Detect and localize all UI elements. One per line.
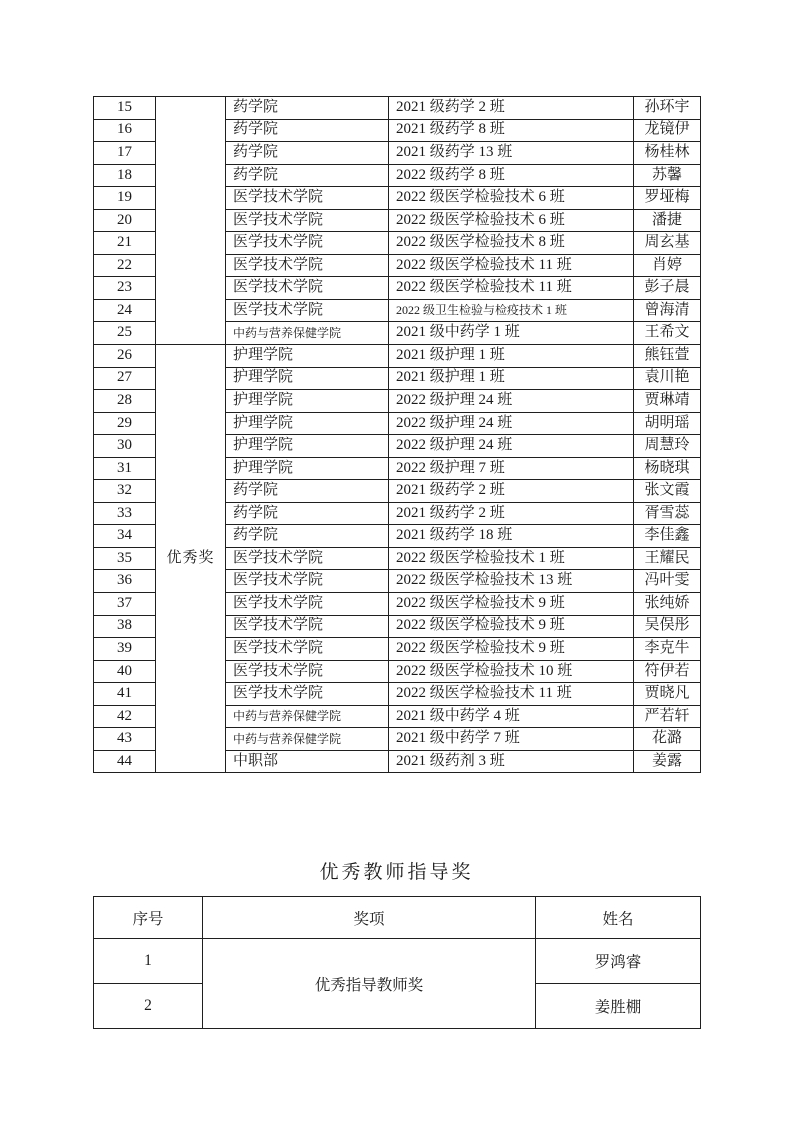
name-cell: 潘捷 bbox=[634, 209, 701, 232]
serial-cell: 22 bbox=[94, 254, 156, 277]
class-cell: 2021 级药学 2 班 bbox=[389, 97, 634, 120]
serial-cell: 27 bbox=[94, 367, 156, 390]
college-cell: 护理学院 bbox=[226, 412, 389, 435]
name-cell: 张文霞 bbox=[634, 480, 701, 503]
class-cell: 2022 级护理 24 班 bbox=[389, 435, 634, 458]
name-cell: 姜胜棚 bbox=[536, 984, 701, 1029]
college-cell: 医学技术学院 bbox=[226, 187, 389, 210]
college-cell: 药学院 bbox=[226, 119, 389, 142]
name-cell: 周玄基 bbox=[634, 232, 701, 255]
serial-cell: 31 bbox=[94, 457, 156, 480]
serial-cell: 39 bbox=[94, 638, 156, 661]
class-cell: 2022 级医学检验技术 11 班 bbox=[389, 254, 634, 277]
class-cell: 2021 级药剂 3 班 bbox=[389, 750, 634, 773]
serial-cell: 18 bbox=[94, 164, 156, 187]
serial-cell: 24 bbox=[94, 299, 156, 322]
college-cell: 医学技术学院 bbox=[226, 209, 389, 232]
serial-cell: 37 bbox=[94, 593, 156, 616]
name-cell: 李佳鑫 bbox=[634, 525, 701, 548]
teacher-table-row bbox=[94, 939, 701, 984]
class-cell: 2021 级护理 1 班 bbox=[389, 345, 634, 368]
college-cell: 医学技术学院 bbox=[226, 638, 389, 661]
class-cell: 2022 级医学检验技术 6 班 bbox=[389, 187, 634, 210]
name-cell: 熊钰萱 bbox=[634, 345, 701, 368]
teacher-table bbox=[93, 896, 701, 1029]
class-cell: 2021 级护理 1 班 bbox=[389, 367, 634, 390]
class-cell: 2022 级医学检验技术 11 班 bbox=[389, 277, 634, 300]
serial-cell: 17 bbox=[94, 142, 156, 165]
award-table-row bbox=[94, 345, 701, 368]
class-cell: 2022 级医学检验技术 13 班 bbox=[389, 570, 634, 593]
award-table-body bbox=[94, 97, 701, 773]
teacher-table-header-award: 奖项 bbox=[203, 897, 536, 939]
college-cell: 医学技术学院 bbox=[226, 615, 389, 638]
class-cell: 2022 级药学 8 班 bbox=[389, 164, 634, 187]
class-cell: 2022 级护理 24 班 bbox=[389, 412, 634, 435]
award-table-row bbox=[94, 97, 701, 120]
serial-cell: 21 bbox=[94, 232, 156, 255]
name-cell: 杨晓琪 bbox=[634, 457, 701, 480]
serial-cell: 38 bbox=[94, 615, 156, 638]
teacher-table-header-serial: 序号 bbox=[94, 897, 203, 939]
serial-cell: 28 bbox=[94, 390, 156, 413]
serial-cell: 15 bbox=[94, 97, 156, 120]
serial-cell: 2 bbox=[94, 984, 203, 1029]
serial-cell: 1 bbox=[94, 939, 203, 984]
serial-cell: 33 bbox=[94, 502, 156, 525]
name-cell: 周慧玲 bbox=[634, 435, 701, 458]
serial-cell: 43 bbox=[94, 728, 156, 751]
college-cell: 医学技术学院 bbox=[226, 570, 389, 593]
serial-cell: 29 bbox=[94, 412, 156, 435]
college-cell: 医学技术学院 bbox=[226, 254, 389, 277]
college-cell: 护理学院 bbox=[226, 390, 389, 413]
name-cell: 彭子晨 bbox=[634, 277, 701, 300]
serial-cell: 32 bbox=[94, 480, 156, 503]
name-cell: 龙镜伊 bbox=[634, 119, 701, 142]
college-cell: 中药与营养保健学院 bbox=[226, 728, 389, 751]
serial-cell: 40 bbox=[94, 660, 156, 683]
college-cell: 中药与营养保健学院 bbox=[226, 322, 389, 345]
name-cell: 贾琳靖 bbox=[634, 390, 701, 413]
college-cell: 医学技术学院 bbox=[226, 299, 389, 322]
class-cell: 2022 级医学检验技术 10 班 bbox=[389, 660, 634, 683]
name-cell: 花潞 bbox=[634, 728, 701, 751]
name-cell: 苏馨 bbox=[634, 164, 701, 187]
teacher-table-header-row bbox=[94, 897, 701, 939]
college-cell: 中药与营养保健学院 bbox=[226, 705, 389, 728]
college-cell: 医学技术学院 bbox=[226, 593, 389, 616]
serial-cell: 20 bbox=[94, 209, 156, 232]
serial-cell: 41 bbox=[94, 683, 156, 706]
class-cell: 2022 级卫生检验与检疫技术 1 班 bbox=[389, 299, 634, 322]
name-cell: 孙环宇 bbox=[634, 97, 701, 120]
teacher-table-header-name: 姓名 bbox=[536, 897, 701, 939]
college-cell: 医学技术学院 bbox=[226, 660, 389, 683]
name-cell: 罗垭梅 bbox=[634, 187, 701, 210]
college-cell: 药学院 bbox=[226, 525, 389, 548]
teacher-section-title: 优秀教师指导奖 bbox=[319, 862, 474, 883]
name-cell: 肖婷 bbox=[634, 254, 701, 277]
college-cell: 护理学院 bbox=[226, 345, 389, 368]
name-cell: 姜露 bbox=[634, 750, 701, 773]
college-cell: 药学院 bbox=[226, 97, 389, 120]
serial-cell: 25 bbox=[94, 322, 156, 345]
class-cell: 2022 级医学检验技术 11 班 bbox=[389, 683, 634, 706]
college-cell: 护理学院 bbox=[226, 457, 389, 480]
class-cell: 2021 级药学 13 班 bbox=[389, 142, 634, 165]
class-cell: 2021 级药学 2 班 bbox=[389, 502, 634, 525]
name-cell: 贾晓凡 bbox=[634, 683, 701, 706]
name-cell: 罗鸿睿 bbox=[536, 939, 701, 984]
college-cell: 药学院 bbox=[226, 502, 389, 525]
college-cell: 护理学院 bbox=[226, 435, 389, 458]
serial-cell: 34 bbox=[94, 525, 156, 548]
serial-cell: 23 bbox=[94, 277, 156, 300]
class-cell: 2021 级药学 8 班 bbox=[389, 119, 634, 142]
class-cell: 2022 级医学检验技术 1 班 bbox=[389, 547, 634, 570]
college-cell: 药学院 bbox=[226, 164, 389, 187]
class-cell: 2022 级护理 7 班 bbox=[389, 457, 634, 480]
serial-cell: 19 bbox=[94, 187, 156, 210]
college-cell: 护理学院 bbox=[226, 367, 389, 390]
class-cell: 2022 级医学检验技术 9 班 bbox=[389, 638, 634, 661]
class-cell: 2021 级中药学 7 班 bbox=[389, 728, 634, 751]
name-cell: 曾海清 bbox=[634, 299, 701, 322]
serial-cell: 30 bbox=[94, 435, 156, 458]
award-table bbox=[93, 96, 701, 773]
college-cell: 医学技术学院 bbox=[226, 683, 389, 706]
college-cell: 医学技术学院 bbox=[226, 547, 389, 570]
college-cell: 药学院 bbox=[226, 480, 389, 503]
name-cell: 冯叶雯 bbox=[634, 570, 701, 593]
class-cell: 2021 级中药学 1 班 bbox=[389, 322, 634, 345]
name-cell: 张纯娇 bbox=[634, 593, 701, 616]
serial-cell: 42 bbox=[94, 705, 156, 728]
award-group-cell bbox=[156, 97, 226, 345]
award-group-cell: 优秀奖 bbox=[156, 345, 226, 773]
class-cell: 2022 级医学检验技术 6 班 bbox=[389, 209, 634, 232]
serial-cell: 44 bbox=[94, 750, 156, 773]
class-cell: 2021 级中药学 4 班 bbox=[389, 705, 634, 728]
serial-cell: 26 bbox=[94, 345, 156, 368]
college-cell: 医学技术学院 bbox=[226, 232, 389, 255]
name-cell: 严若轩 bbox=[634, 705, 701, 728]
class-cell: 2022 级医学检验技术 8 班 bbox=[389, 232, 634, 255]
name-cell: 王希文 bbox=[634, 322, 701, 345]
name-cell: 袁川艳 bbox=[634, 367, 701, 390]
class-cell: 2021 级药学 2 班 bbox=[389, 480, 634, 503]
name-cell: 符伊若 bbox=[634, 660, 701, 683]
class-cell: 2022 级医学检验技术 9 班 bbox=[389, 615, 634, 638]
class-cell: 2022 级医学检验技术 9 班 bbox=[389, 593, 634, 616]
class-cell: 2022 级护理 24 班 bbox=[389, 390, 634, 413]
teacher-award-cell: 优秀指导教师奖 bbox=[203, 939, 536, 1029]
name-cell: 杨桂林 bbox=[634, 142, 701, 165]
name-cell: 王耀民 bbox=[634, 547, 701, 570]
serial-cell: 16 bbox=[94, 119, 156, 142]
class-cell: 2021 级药学 18 班 bbox=[389, 525, 634, 548]
serial-cell: 36 bbox=[94, 570, 156, 593]
name-cell: 胡明瑶 bbox=[634, 412, 701, 435]
name-cell: 胥雪蕊 bbox=[634, 502, 701, 525]
college-cell: 医学技术学院 bbox=[226, 277, 389, 300]
college-cell: 中职部 bbox=[226, 750, 389, 773]
name-cell: 李克牛 bbox=[634, 638, 701, 661]
college-cell: 药学院 bbox=[226, 142, 389, 165]
serial-cell: 35 bbox=[94, 547, 156, 570]
name-cell: 吴俣彤 bbox=[634, 615, 701, 638]
